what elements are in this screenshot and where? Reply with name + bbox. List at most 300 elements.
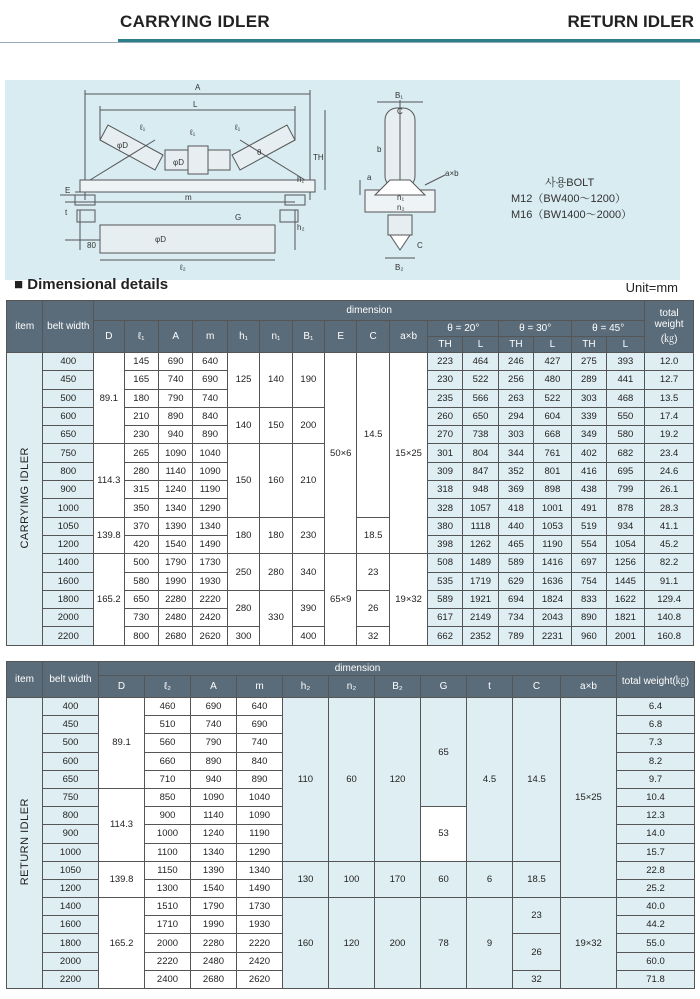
dim-l2: ℓ₂ xyxy=(180,263,186,272)
rt-th-D: D xyxy=(99,676,145,698)
th-total-weight-text: total weight xyxy=(654,308,684,330)
cell-belt-width: 1200 xyxy=(43,879,99,897)
cell-m: 1340 xyxy=(193,517,227,535)
cell-belt-width: 900 xyxy=(43,825,99,843)
cell-angle-value: 309 xyxy=(428,462,462,480)
th-dimension: dimension xyxy=(94,301,645,321)
cell-E: 65×9 xyxy=(325,554,357,645)
cell-total-weight: 22.8 xyxy=(617,861,695,879)
cell-B2: 170 xyxy=(375,861,421,897)
carrying-side-label-text: CARRYIMG IDLER xyxy=(18,446,31,549)
dim-phiD-center: φD xyxy=(173,158,184,167)
cell-m: 1340 xyxy=(237,861,283,879)
cell-angle-value: 235 xyxy=(428,389,462,407)
cell-m: 740 xyxy=(193,389,227,407)
bolt-title: 사용BOLT xyxy=(545,177,595,189)
cell-A: 1340 xyxy=(191,843,237,861)
cell-B1: 400 xyxy=(292,627,324,645)
cell-n1: 140 xyxy=(260,353,292,408)
cell-h1: 180 xyxy=(227,517,259,554)
cell-belt-width: 1200 xyxy=(43,535,94,553)
cell-total-weight: 14.0 xyxy=(617,825,695,843)
cell-angle-value: 1445 xyxy=(606,572,645,590)
cell-l2: 510 xyxy=(145,716,191,734)
cell-angle-value: 1824 xyxy=(533,590,571,608)
cell-angle-value: 1001 xyxy=(533,499,571,517)
dim-theta: θ xyxy=(257,148,262,157)
cell-A: 1090 xyxy=(191,788,237,806)
cell-D: 114.3 xyxy=(94,444,124,517)
cell-angle-value: 275 xyxy=(572,353,606,371)
cell-angle-value: 589 xyxy=(428,590,462,608)
cell-total-weight: 17.4 xyxy=(645,407,694,425)
th-L-20: L xyxy=(462,337,498,353)
cell-belt-width: 1800 xyxy=(43,590,94,608)
cell-axb: 15×25 xyxy=(561,698,617,898)
cell-D: 139.8 xyxy=(99,861,145,897)
cell-G: 53 xyxy=(421,807,467,862)
cell-l2: 660 xyxy=(145,752,191,770)
cell-l1: 145 xyxy=(124,353,158,371)
cell-angle-value: 480 xyxy=(533,371,571,389)
cell-B1: 230 xyxy=(292,517,324,554)
dim-h2: h₂ xyxy=(297,223,305,232)
cell-C: 14.5 xyxy=(513,698,561,862)
cell-m: 1490 xyxy=(237,879,283,897)
dim-E: E xyxy=(65,186,71,195)
cell-angle-value: 427 xyxy=(533,353,571,371)
cell-l1: 280 xyxy=(124,462,158,480)
cell-angle-value: 1262 xyxy=(462,535,498,553)
cell-total-weight: 12.7 xyxy=(645,371,694,389)
cell-l2: 1710 xyxy=(145,916,191,934)
cell-l1: 230 xyxy=(124,426,158,444)
header-right-title: RETURN IDLER xyxy=(567,12,694,31)
cell-angle-value: 662 xyxy=(428,627,462,645)
cell-h1: 300 xyxy=(227,627,259,645)
cell-D: 165.2 xyxy=(99,898,145,989)
cell-h1: 150 xyxy=(227,444,259,517)
cell-angle-value: 799 xyxy=(606,481,645,499)
th-B1: B₁ xyxy=(292,321,324,353)
cell-A: 690 xyxy=(158,353,192,371)
cell-belt-width: 2200 xyxy=(43,970,99,988)
cell-angle-value: 1054 xyxy=(606,535,645,553)
header-left-title: CARRYING IDLER xyxy=(120,12,270,31)
cell-m: 1930 xyxy=(237,916,283,934)
cell-l1: 800 xyxy=(124,627,158,645)
cell-total-weight: 23.4 xyxy=(645,444,694,462)
cell-angle-value: 890 xyxy=(572,609,606,627)
cell-A: 1140 xyxy=(191,807,237,825)
cell-angle-value: 2149 xyxy=(462,609,498,627)
cell-belt-width: 2000 xyxy=(43,609,94,627)
cell-angle-value: 738 xyxy=(462,426,498,444)
cell-belt-width: 1400 xyxy=(43,554,94,572)
cell-n2: 120 xyxy=(329,898,375,989)
carrying-idler-table xyxy=(6,300,694,646)
rt-th-belt-width: belt width xyxy=(43,662,99,698)
cell-angle-value: 522 xyxy=(533,389,571,407)
dim-B1: B₁ xyxy=(395,91,404,100)
cell-total-weight: 15.7 xyxy=(617,843,695,861)
cell-angle-value: 1719 xyxy=(462,572,498,590)
th-theta-30: θ = 30° xyxy=(499,321,572,337)
cell-l1: 180 xyxy=(124,389,158,407)
cell-angle-value: 303 xyxy=(499,426,533,444)
cell-n1: 330 xyxy=(260,590,292,645)
cell-total-weight: 129.4 xyxy=(645,590,694,608)
cell-total-weight: 9.7 xyxy=(617,770,695,788)
cell-angle-value: 440 xyxy=(499,517,533,535)
th-TH-30: TH xyxy=(499,337,533,353)
cell-m: 1190 xyxy=(193,481,227,499)
cell-angle-value: 352 xyxy=(499,462,533,480)
cell-l2: 710 xyxy=(145,770,191,788)
cell-angle-value: 694 xyxy=(499,590,533,608)
cell-t: 6 xyxy=(467,861,513,897)
cell-total-weight: 140.8 xyxy=(645,609,694,627)
cell-A: 2280 xyxy=(191,934,237,952)
cell-angle-value: 230 xyxy=(428,371,462,389)
cell-B1: 210 xyxy=(292,444,324,517)
cell-G: 78 xyxy=(421,898,467,989)
cell-belt-width: 650 xyxy=(43,770,99,788)
cell-angle-value: 369 xyxy=(499,481,533,499)
cell-A: 1990 xyxy=(191,916,237,934)
cell-A: 890 xyxy=(158,407,192,425)
cell-angle-value: 754 xyxy=(572,572,606,590)
cell-m: 2420 xyxy=(237,952,283,970)
cell-m: 1290 xyxy=(193,499,227,517)
dim-A: A xyxy=(195,83,201,92)
rt-th-m: m xyxy=(237,676,283,698)
rt-th-G: G xyxy=(421,676,467,698)
cell-angle-value: 289 xyxy=(572,371,606,389)
th-theta-20: θ = 20° xyxy=(428,321,499,337)
cell-axb: 19×32 xyxy=(389,554,427,645)
dim-phiD-left: φD xyxy=(117,141,128,150)
rt-th-item: item xyxy=(7,662,43,698)
cell-t: 9 xyxy=(467,898,513,989)
cell-l2: 2400 xyxy=(145,970,191,988)
th-A: A xyxy=(158,321,192,353)
cell-A: 740 xyxy=(191,716,237,734)
cell-total-weight: 7.3 xyxy=(617,734,695,752)
cell-m: 1040 xyxy=(237,788,283,806)
cell-l2: 900 xyxy=(145,807,191,825)
cell-angle-value: 960 xyxy=(572,627,606,645)
cell-A: 2280 xyxy=(158,590,192,608)
dim-80: 80 xyxy=(87,241,96,250)
cell-n2: 100 xyxy=(329,861,375,897)
cell-angle-value: 580 xyxy=(606,426,645,444)
cell-angle-value: 344 xyxy=(499,444,533,462)
cell-angle-value: 1636 xyxy=(533,572,571,590)
cell-belt-width: 750 xyxy=(43,444,94,462)
carrying-side-label xyxy=(7,353,43,646)
cell-belt-width: 1050 xyxy=(43,861,99,879)
cell-A: 790 xyxy=(158,389,192,407)
cell-total-weight: 44.2 xyxy=(617,916,695,934)
cell-angle-value: 468 xyxy=(606,389,645,407)
cell-angle-value: 589 xyxy=(499,554,533,572)
cell-A: 1390 xyxy=(191,861,237,879)
cell-l2: 1000 xyxy=(145,825,191,843)
cell-total-weight: 6.4 xyxy=(617,698,695,716)
cell-m: 1090 xyxy=(193,462,227,480)
dim-l1-left: ℓ₁ xyxy=(140,123,146,132)
cell-belt-width: 450 xyxy=(43,371,94,389)
cell-angle-value: 804 xyxy=(462,444,498,462)
cell-angle-value: 535 xyxy=(428,572,462,590)
th-total-weight-unit: (㎏) xyxy=(660,334,678,345)
cell-angle-value: 398 xyxy=(428,535,462,553)
dim-L: L xyxy=(193,100,198,109)
th-L-45: L xyxy=(606,337,645,353)
cell-belt-width: 1600 xyxy=(43,572,94,590)
cell-h1: 140 xyxy=(227,407,259,444)
cell-belt-width: 800 xyxy=(43,807,99,825)
rt-th-total-weight: total weight(㎏) xyxy=(617,662,695,698)
cell-m: 740 xyxy=(237,734,283,752)
cell-m: 2420 xyxy=(193,609,227,627)
cell-C: 18.5 xyxy=(513,861,561,897)
cell-l2: 850 xyxy=(145,788,191,806)
cell-B1: 390 xyxy=(292,590,324,627)
cell-total-weight: 6.8 xyxy=(617,716,695,734)
cell-angle-value: 1622 xyxy=(606,590,645,608)
cell-total-weight: 71.8 xyxy=(617,970,695,988)
th-belt-width: belt width xyxy=(43,301,94,353)
section-title: ■ Dimensional details xyxy=(14,276,169,293)
cell-angle-value: 682 xyxy=(606,444,645,462)
cell-angle-value: 519 xyxy=(572,517,606,535)
cell-angle-value: 847 xyxy=(462,462,498,480)
cell-belt-width: 1400 xyxy=(43,898,99,916)
cell-angle-value: 418 xyxy=(499,499,533,517)
cell-n2: 60 xyxy=(329,698,375,862)
cell-angle-value: 629 xyxy=(499,572,533,590)
dim-h1: h₁ xyxy=(297,175,305,184)
cell-m: 840 xyxy=(193,407,227,425)
dim-t: t xyxy=(65,208,68,217)
dim-phiD-lower: φD xyxy=(155,235,166,244)
cell-belt-width: 400 xyxy=(43,353,94,371)
return-side-label-text: RETURN IDLER xyxy=(18,797,31,886)
cell-total-weight: 12.0 xyxy=(645,353,694,371)
dim-n2: n₂ xyxy=(397,203,405,212)
rt-th-t: t xyxy=(467,676,513,698)
cell-n1: 280 xyxy=(260,554,292,591)
cell-m: 1730 xyxy=(237,898,283,916)
cell-belt-width: 500 xyxy=(43,389,94,407)
dim-G: G xyxy=(235,213,242,222)
th-theta-45: θ = 45° xyxy=(572,321,645,337)
rt-th-B2: B₂ xyxy=(375,676,421,698)
cell-A: 890 xyxy=(191,752,237,770)
cell-A: 1090 xyxy=(158,444,192,462)
cell-t: 4.5 xyxy=(467,698,513,862)
cell-l1: 370 xyxy=(124,517,158,535)
cell-C: 23 xyxy=(513,898,561,934)
cell-m: 890 xyxy=(193,426,227,444)
cell-angle-value: 1821 xyxy=(606,609,645,627)
table-row xyxy=(7,554,694,572)
cell-n1: 160 xyxy=(260,444,292,517)
cell-h2: 130 xyxy=(283,861,329,897)
cell-m: 1040 xyxy=(193,444,227,462)
dim-l1-right: ℓ₁ xyxy=(235,123,241,132)
cell-l1: 265 xyxy=(124,444,158,462)
cell-A: 1390 xyxy=(158,517,192,535)
cell-C: 26 xyxy=(513,934,561,970)
cell-G: 60 xyxy=(421,861,467,897)
rt-th-C: C xyxy=(513,676,561,698)
cell-D: 89.1 xyxy=(99,698,145,789)
dim-axb: a×b xyxy=(445,169,459,178)
cell-n1: 150 xyxy=(260,407,292,444)
cell-angle-value: 393 xyxy=(606,353,645,371)
cell-total-weight: 82.2 xyxy=(645,554,694,572)
th-C: C xyxy=(357,321,389,353)
cell-B2: 200 xyxy=(375,898,421,989)
cell-A: 790 xyxy=(191,734,237,752)
table-row xyxy=(7,698,695,716)
cell-C: 32 xyxy=(513,970,561,988)
return-side-label xyxy=(7,698,43,989)
cell-l1: 580 xyxy=(124,572,158,590)
dim-n1: n₁ xyxy=(397,193,405,202)
cell-A: 690 xyxy=(191,698,237,716)
bolt-line-1: M12（BW400～1200） xyxy=(511,193,626,205)
cell-angle-value: 303 xyxy=(572,389,606,407)
cell-C: 14.5 xyxy=(357,353,389,518)
cell-angle-value: 260 xyxy=(428,407,462,425)
cell-angle-value: 301 xyxy=(428,444,462,462)
cell-axb: 19×32 xyxy=(561,898,617,989)
cell-h1: 250 xyxy=(227,554,259,591)
cell-angle-value: 223 xyxy=(428,353,462,371)
cell-angle-value: 522 xyxy=(462,371,498,389)
cell-h2: 160 xyxy=(283,898,329,989)
section-title-text: Dimensional details xyxy=(27,276,169,293)
cell-belt-width: 500 xyxy=(43,734,99,752)
cell-belt-width: 1600 xyxy=(43,916,99,934)
dim-l1-center: ℓ₁ xyxy=(190,128,196,137)
cell-A: 1790 xyxy=(158,554,192,572)
cell-angle-value: 604 xyxy=(533,407,571,425)
cell-angle-value: 318 xyxy=(428,481,462,499)
cell-total-weight: 10.4 xyxy=(617,788,695,806)
unit-label: Unit=mm xyxy=(625,280,678,295)
cell-total-weight: 28.3 xyxy=(645,499,694,517)
cell-m: 2620 xyxy=(237,970,283,988)
cell-belt-width: 750 xyxy=(43,788,99,806)
cell-belt-width: 1000 xyxy=(43,499,94,517)
cell-belt-width: 600 xyxy=(43,407,94,425)
th-TH-20: TH xyxy=(428,337,462,353)
cell-l1: 730 xyxy=(124,609,158,627)
rt-th-axb: a×b xyxy=(561,676,617,698)
cell-belt-width: 1800 xyxy=(43,934,99,952)
cell-angle-value: 256 xyxy=(499,371,533,389)
cell-angle-value: 2043 xyxy=(533,609,571,627)
cell-m: 1190 xyxy=(237,825,283,843)
cell-A: 2480 xyxy=(191,952,237,970)
table-row xyxy=(7,353,694,371)
cell-D: 89.1 xyxy=(94,353,124,444)
cell-angle-value: 380 xyxy=(428,517,462,535)
cell-l2: 1100 xyxy=(145,843,191,861)
cell-angle-value: 695 xyxy=(606,462,645,480)
cell-G: 65 xyxy=(421,698,467,807)
cell-total-weight: 25.2 xyxy=(617,879,695,897)
cell-belt-width: 800 xyxy=(43,462,94,480)
th-h1: h₁ xyxy=(227,321,259,353)
cell-angle-value: 789 xyxy=(499,627,533,645)
cell-C: 18.5 xyxy=(357,517,389,554)
cell-A: 940 xyxy=(158,426,192,444)
cell-angle-value: 734 xyxy=(499,609,533,627)
cell-m: 1730 xyxy=(193,554,227,572)
cell-angle-value: 1416 xyxy=(533,554,571,572)
cell-m: 2220 xyxy=(237,934,283,952)
cell-total-weight: 40.0 xyxy=(617,898,695,916)
th-l1: ℓ₁ xyxy=(124,321,158,353)
dim-C-bottom: C xyxy=(417,241,423,250)
cell-total-weight: 26.1 xyxy=(645,481,694,499)
cell-A: 2480 xyxy=(158,609,192,627)
cell-angle-value: 270 xyxy=(428,426,462,444)
cell-m: 640 xyxy=(193,353,227,371)
cell-l2: 2000 xyxy=(145,934,191,952)
cell-angle-value: 2352 xyxy=(462,627,498,645)
th-n1: n₁ xyxy=(260,321,292,353)
cell-m: 840 xyxy=(237,752,283,770)
cell-m: 690 xyxy=(193,371,227,389)
cell-belt-width: 600 xyxy=(43,752,99,770)
cell-total-weight: 12.3 xyxy=(617,807,695,825)
cell-n1: 180 xyxy=(260,517,292,554)
cell-l2: 1150 xyxy=(145,861,191,879)
cell-B1: 190 xyxy=(292,353,324,408)
th-E: E xyxy=(325,321,357,353)
cell-A: 1240 xyxy=(191,825,237,843)
dim-m: m xyxy=(185,193,192,202)
cell-total-weight: 41.1 xyxy=(645,517,694,535)
dim-TH: TH xyxy=(313,153,324,162)
cell-h2: 110 xyxy=(283,698,329,862)
cell-B1: 340 xyxy=(292,554,324,591)
cell-l2: 560 xyxy=(145,734,191,752)
cell-angle-value: 550 xyxy=(606,407,645,425)
th-total-weight xyxy=(645,301,694,353)
cell-m: 1930 xyxy=(193,572,227,590)
cell-belt-width: 400 xyxy=(43,698,99,716)
rt-th-l2: ℓ₂ xyxy=(145,676,191,698)
cell-m: 640 xyxy=(237,698,283,716)
th-axb: a×b xyxy=(389,321,427,353)
cell-belt-width: 650 xyxy=(43,426,94,444)
th-item: item xyxy=(7,301,43,353)
cell-angle-value: 1190 xyxy=(533,535,571,553)
dim-b: b xyxy=(377,145,382,154)
cell-angle-value: 1053 xyxy=(533,517,571,535)
cell-A: 2680 xyxy=(191,970,237,988)
cell-A: 740 xyxy=(158,371,192,389)
cell-angle-value: 465 xyxy=(499,535,533,553)
